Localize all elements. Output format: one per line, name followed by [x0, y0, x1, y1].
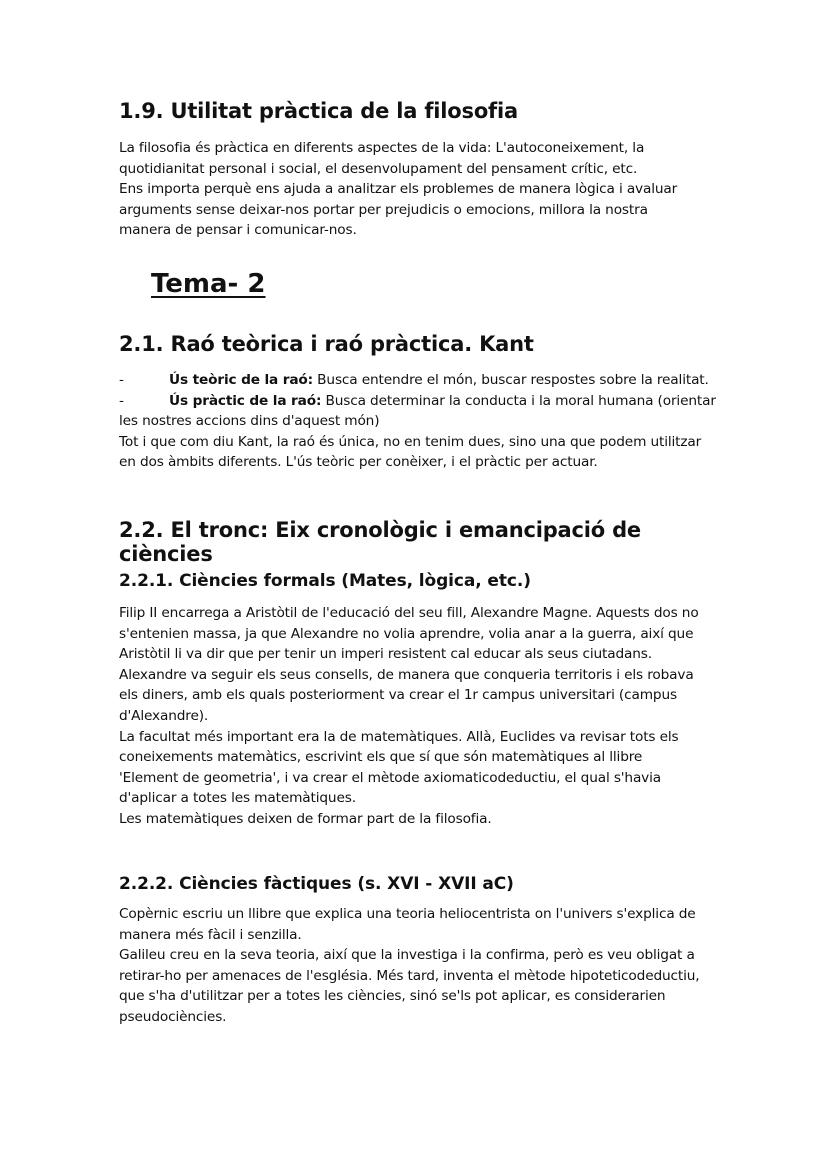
bullet-item: [119, 391, 739, 412]
subsection-heading-2-2-1: 2.2.1. Ciències formals (Mates, lògica, etc.): [119, 571, 531, 591]
text-line: coneixements matemàtics, escrivint els que sí que són matemàtiques al llibre: [119, 749, 643, 766]
subsection-heading-2-2-2: 2.2.2. Ciències fàctiques (s. XVI - XVII aC): [119, 874, 514, 894]
text-line: 'Element de geometria', i va crear el mètode axiomaticodeductiu, el qual s'havia: [119, 769, 662, 786]
text-line: d'Alexandre).: [119, 707, 209, 724]
bullet-term: Ús teòric de la raó:: [169, 372, 313, 388]
section-heading-1-9: 1.9. Utilitat pràctica de la filosofia: [119, 99, 518, 123]
text-line: d'aplicar a totes les matemàtiques.: [119, 790, 356, 807]
bullet-item: [119, 370, 739, 391]
text-line: que s'ha d'utilitzar per a totes les ciències, sinó se'ls pot aplicar, es considerarien: [119, 988, 666, 1005]
text-line: en dos àmbits diferents. L'ús teòric per conèixer, i el pràctic per actuar.: [119, 454, 598, 471]
text-line: s'entenien massa, ja que Alexandre no volia aprendre, volia anar a la guerra, així que: [119, 625, 694, 642]
section-1-9-paragraph: [119, 138, 739, 241]
text-line: pseudociències.: [119, 1008, 227, 1025]
text-line: manera de pensar i comunicar-nos.: [119, 222, 357, 239]
bullet-text: Busca entendre el món, buscar respostes sobre la realitat.: [312, 372, 709, 388]
text-line: Les matemàtiques deixen de formar part de la filosofia.: [119, 810, 492, 827]
text-line: Tot i que com diu Kant, la raó és única, no en tenim dues, sino una que podem utilitzar: [119, 433, 702, 450]
section-2-1-body: [119, 370, 739, 473]
topic-title: Tema- 2: [151, 269, 266, 299]
bullet-marker: -: [119, 372, 124, 388]
section-heading-2-1: 2.1. Raó teòrica i raó pràctica. Kant: [119, 332, 534, 356]
text-line: manera més fàcil i senzilla.: [119, 926, 302, 943]
text-line: quotidianitat personal i social, el desenvolupament del pensament crític, etc.: [119, 160, 638, 177]
section-heading-2-2: 2.2. El tronc: Eix cronològic i emancipació de ciències: [119, 518, 641, 566]
text-line: Galileu creu en la seva teoria, així que la investiga i la confirma, però es veu obligat a: [119, 947, 695, 964]
bullet-text: Busca determinar la conducta i la moral humana (orientar: [321, 392, 716, 409]
section-2-2-1-paragraph: [119, 603, 739, 830]
text-line: La filosofia és pràctica en diferents aspectes de la vida: L'autoconeixement, la: [119, 140, 645, 156]
text-line: Filip II encarrega a Aristòtil de l'educació del seu fill, Alexandre Magne. Aquests dos no: [119, 605, 699, 621]
text-line: Ens importa perquè ens ajuda a analitzar els problemes de manera lògica i avaluar: [119, 181, 678, 198]
text-line: Aristòtil li va dir que per tenir un imperi resistent cal educar als seus ciutadans.: [119, 646, 652, 663]
text-line: Copèrnic escriu un llibre que explica una teoria heliocentrista on l'univers s'explica de: [119, 906, 696, 922]
text-line: arguments sense deixar-nos portar per prejudicis o emocions, millora la nostra: [119, 201, 648, 218]
text-line: els diners, amb els quals posteriorment va crear el 1r campus universitari (campus: [119, 687, 677, 704]
text-line: La facultat més important era la de matemàtiques. Allà, Euclides va revisar tots els: [119, 728, 679, 745]
section-2-2-2-paragraph: [119, 904, 739, 1028]
bullet-term: Ús pràctic de la raó:: [169, 392, 322, 409]
text-line: Alexandre va seguir els seus consells, de manera que conqueria territoris i els robava: [119, 666, 694, 683]
text-line: les nostres accions dins d'aquest món): [119, 413, 380, 430]
bullet-marker: -: [119, 392, 124, 409]
text-line: retirar-ho per amenaces de l'església. Més tard, inventa el mètode hipoteticodeductiu,: [119, 967, 700, 984]
